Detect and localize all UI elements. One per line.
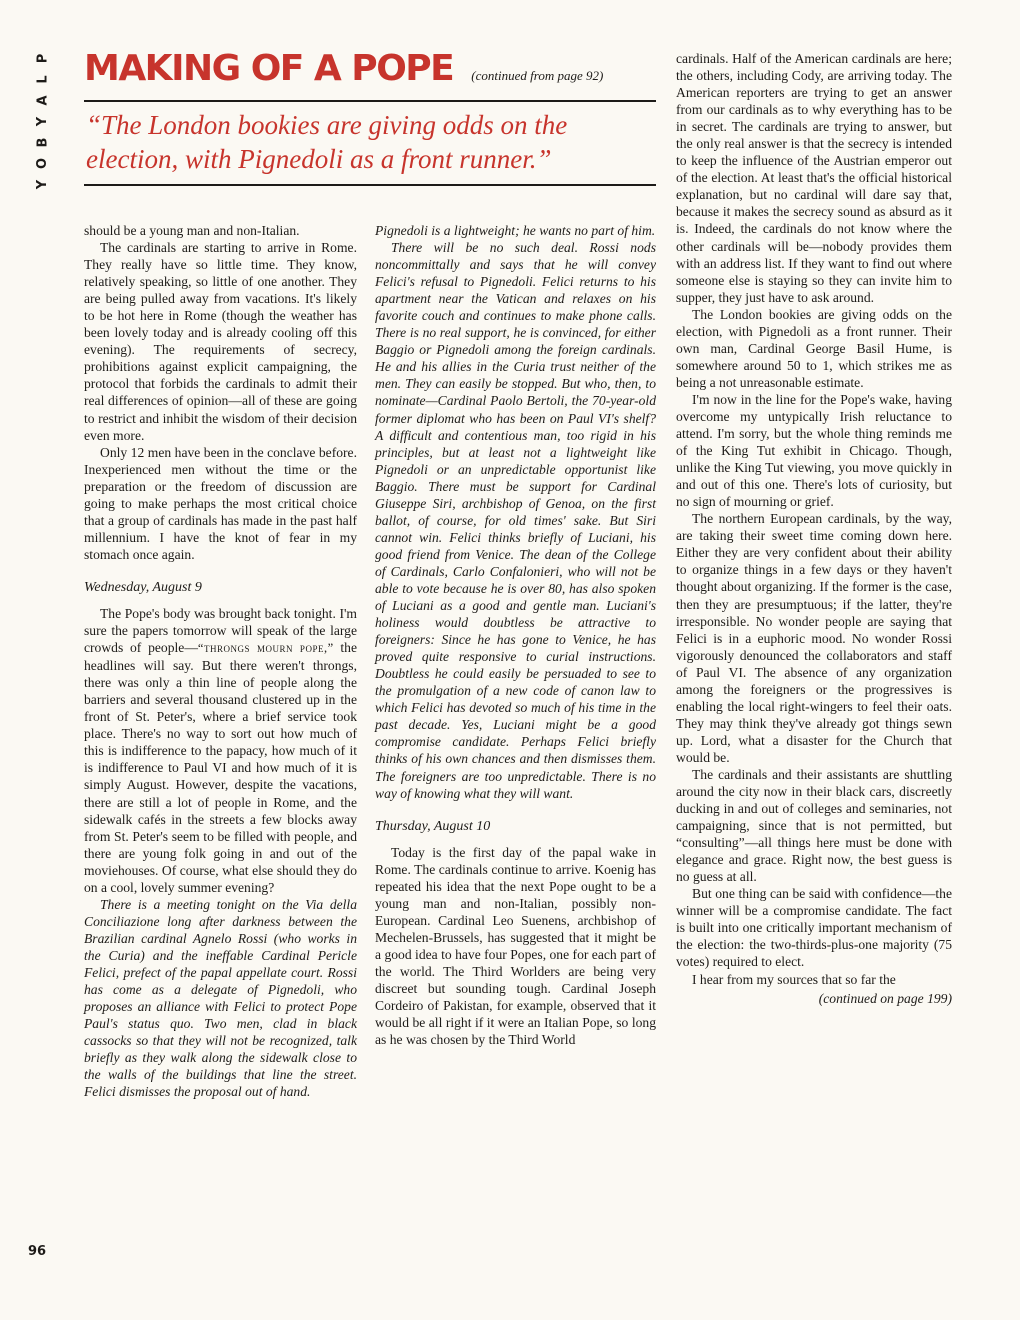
paragraph: The northern European cardinals, by the way, are taking their sweet time coming down here. Either they are very confident about their ability to organize things in a few days or they haven't thought about organizing. If the former is the case, then they are presumptuous; if the latter, they're irresponsible. No wonder people are saying that Felici is in a euphoric mood. No wonder Rossi vigorously denounced the collaborators and staff of Paul VI. The absence of any organization among the foreigners or the progressives is enabling the local right-wingers to feel their oats. They may think they've already got things sewn up. Lord, what a disaster for the Church that would be. xyxy=(676,511,952,765)
italic-paragraph: Pignedoli is a lightweight; he wants no part of him. xyxy=(375,223,656,238)
paragraph: should be a young man and non-Italian. xyxy=(84,223,300,238)
text-column-2 xyxy=(375,222,656,1048)
paragraph: Today is the first day of the papal wake in Rome. The cardinals continue to arrive. Koenig has repeated his idea that the next Pope ought to be a young man and non-Italian, possibly non-European. Cardinal Leo Suenens, archbishop of Mechelen-Brussels, has suggested that it might be a good idea to have four Popes, one for each part of the world. The Third Worlders are being very discreet but sounding tough. Cardinal Joseph Cordeiro of Pakistan, for example, observed that it would be all right if it were an Italian Pope, so long as he was chosen by the Third World xyxy=(375,844,656,1048)
paragraph xyxy=(84,605,357,896)
magazine-letter: L xyxy=(35,75,51,84)
page-number: 96 xyxy=(28,1244,47,1259)
text-column-1 xyxy=(84,222,357,1100)
magazine-letter: A xyxy=(35,95,51,106)
date-heading: Thursday, August 10 xyxy=(375,818,491,834)
italic-paragraph: There is a meeting tonight on the Via della Conciliazione long after darkness between the Brazilian cardinal Agnelo Rossi (who works in the Curia) and the ineffable Cardinal Pericle Felici, prefect of the papal appellate court. Rossi has come as a delegate of Pignedoli, who proposes an alliance with Felici to protect Pope Paul's status quo. Two men, clad in black cassocks so that they will not be recognized, talk briefly as they walk along the sidewalk close to the walls of the buildings that line the street. Felici dismisses the proposal out of hand. xyxy=(84,896,357,1100)
paragraph: The London bookies are giving odds on the election, with Pignedoli as a front runner. Their own man, Cardinal George Basil Hume, is somewhere around 50 to 1, which strikes me as being a not unreasonable estimate. xyxy=(676,306,952,390)
magazine-letter: O xyxy=(35,157,51,170)
headline-quote: “throngs mourn pope,” xyxy=(197,641,334,656)
header-rule xyxy=(84,100,656,102)
magazine-letter: B xyxy=(35,137,51,148)
pull-quote-rule xyxy=(84,184,656,186)
text-column-3 xyxy=(676,50,952,1007)
text-run: the headlines will say. But there weren't throngs, there was only a thin line of people along the barriers and several thousand clustered up in the front of St. Peter's, where a brief service took place. There's no way to sort out how much of this is indifference to the papacy, how much of it is indifference to Paul VI and how much of it is simply August. However, despite the vacations, there are still a lot of people in Rome, and the sidewalk cafés in the streets a few blocks away from St. Peter's seem to be filled with people, and there are young folk going in and out of the moviehouses. Of course, what else should they do on a cool, lovely summer evening? xyxy=(84,640,357,895)
magazine-letter: Y xyxy=(35,179,51,190)
magazine-side-logo xyxy=(28,48,58,195)
italic-paragraph: There will be no such deal. Rossi nods noncommittally and says that he will convey Felici's refusal to Pignedoli. Felici returns to his apartment near the Vatican and relaxes on his favorite couch and continues to make phone calls. There is no real support, he is convinced, for either Baggio or Pignedoli among the foreign cardinals. He and his allies in the Curia trust neither of the men. They can easily be stopped. But who, then, to nominate—Cardinal Paolo Bertoli, the 70-year-old former diplomat who has been on Paul VI's shelf? A difficult and contentious man, too rigid in his principles, but at least not a lightweight like Pignedoli or an unpredictable opportunist like Baggio. There must be support for Cardinal Giuseppe Siri, archbishop of Genoa, on the first ballot, of course, for old times' sake. But Siri cannot win. Felici thinks briefly of Luciani, his good friend from Venice. The dean of the College of Cardinals, Carlo Confalonieri, who will not be able to vote because he is over 80, has also spoken of Luciani as a good and gentle man. Luciani's holiness would doubtless be attractive to foreigners: Since he has gone to Venice, he has proved quite responsive to curial instructions. Doubtless he could easily be persuaded to see to the promulgation of a new code of canon law to which Felici has devoted so much of his time in the past decade. Yes, Luciani might be a good compromise candidate. Perhaps Felici briefly thinks of his own chances and then dismisses them. The foreigners are too unpredictable. There is no way of knowing what they will want. xyxy=(375,240,656,801)
paragraph: The cardinals are starting to arrive in Rome. They really have so little time. They know, relatively speaking, so little of one another. They are being pulled away from vacations. It's likely to be hot here in Rome (though the weather has been lovely today and is already cooling off this evening). The requirements of secrecy, prohibitions against explicit campaigning, the protocol that forbids the cardinals to admit their real differences of opinion—all of these are going to restrict and inhibit the wisdom of their decision even more. xyxy=(84,240,357,443)
text-run: The Pope's body was brought back tonight. I'm sure the papers tomorrow will speak of the large crowds of people— xyxy=(84,605,357,656)
continued-on-note: (continued on page 199) xyxy=(818,990,952,1006)
paragraph: The cardinals and their assistants are shuttling around the city now in their black cars, discreetly ducking in and out of colleges and seminaries, not campaigning, since that is not permitted, but “consulting”—all things here must be done with elegance and grace. Right now, the best guess is no guess at all. xyxy=(676,766,952,885)
pull-quote: “The London bookies are giving odds on the election, with Pignedoli as a front runner.” xyxy=(86,110,568,174)
paragraph: Only 12 men have been in the conclave before. Inexperienced men without the time or the preparation or the freedom of discussion are going to make perhaps the most critical choice that a group of cardinals has made in the past half millennium. I have the knot of fear in my stomach once again. xyxy=(84,444,357,562)
magazine-letter: P xyxy=(35,53,51,64)
magazine-letter: Y xyxy=(35,116,51,127)
article-title: MAKING OF A POPE xyxy=(84,48,454,89)
article-header xyxy=(84,48,656,89)
date-heading: Wednesday, August 9 xyxy=(84,579,202,595)
continued-from-note: (continued from page 92) xyxy=(471,68,604,83)
paragraph: cardinals. Half of the American cardinals are here; the others, including Cody, are arriving today. The American reporters are trying to get an answer from our cardinals as to why everything has to be in secret. The cardinals are trying to answer, but the only real answer is that the secrecy is intended to keep the influence of the Austrian emperor out of the election. At least that's the official historical explanation, but no cardinal will dare say that, because it makes the secrecy sound as absurd as it is. Indeed, the cardinals do not know where the other cardinals will be—nobody provides them with an address list. If they want to find out where someone else is staying so they can invite him to supper, they just have to ask around. xyxy=(676,51,952,305)
paragraph: I'm now in the line for the Pope's wake, having overcome my untypically Irish reluctance to attend. I'm sorry, but the whole thing reminds me of the King Tut exhibit in Chicago. Though, unlike the King Tut viewing, you move quickly in and out of this one. There's lots of curiosity, but no sign of mourning or grief. xyxy=(676,391,952,510)
paragraph: I hear from my sources that so far the xyxy=(692,971,896,987)
paragraph: But one thing can be said with confidence—the winner will be a compromise candidate. The fact is built into one critically important mechanism of the election: the two-thirds-plus-one majority (75 votes) required to elect. xyxy=(676,886,952,970)
